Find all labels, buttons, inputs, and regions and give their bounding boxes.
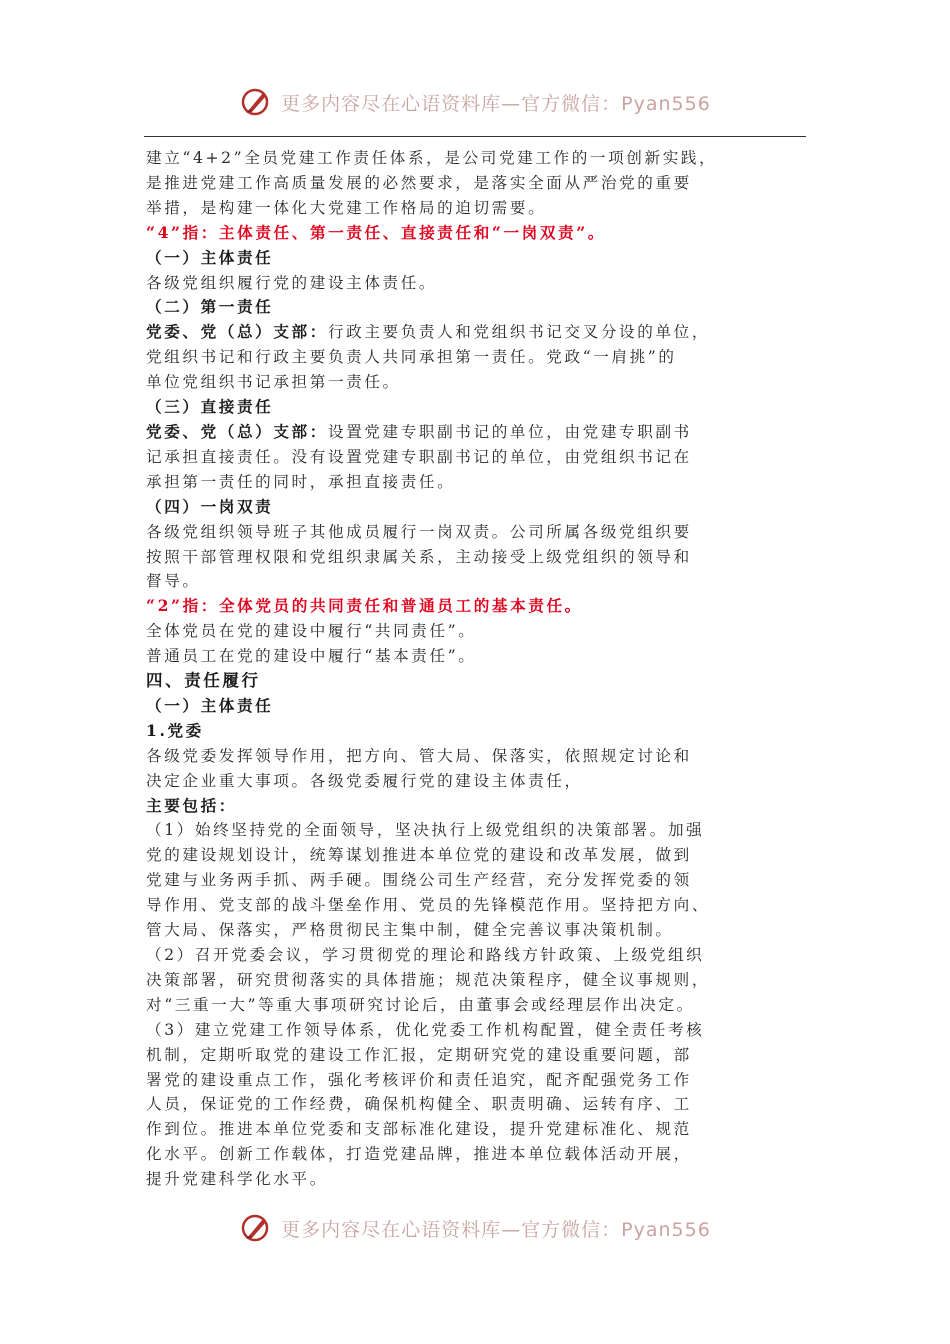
paragraph-line: 记承担直接责任。没有设置党建专职副书记的单位，由党组织书记在 (146, 447, 692, 466)
paragraph-line: 各级党组织履行党的建设主体责任。 (146, 273, 438, 292)
inline-bold-label: 党委、党（总）支部： (146, 421, 328, 441)
section-subheading: （三）直接责任 (146, 397, 274, 417)
paragraph-line: 举措，是构建一体化大党建工作格局的迫切需要。 (146, 198, 547, 217)
inline-text: 设置党建专职副书记的单位，由党建专职副书 (327, 422, 692, 441)
paragraph-line: 是推进党建工作高质量发展的必然要求，是落实全面从严治党的重要 (146, 173, 692, 192)
section-subheading: 1.党委 (146, 720, 204, 740)
paragraph-line: 决策部署，研究贯彻落实的具体措施；规范决策程序，健全议事规则， (146, 970, 711, 989)
paragraph-line: （1）始终坚持党的全面领导，坚决执行上级党组织的决策部署。加强 (146, 821, 705, 840)
paragraph-line: 督导。 (146, 572, 201, 591)
paragraph-line: 人员，保证党的工作经费，确保机构健全、职责明确、运转有序、工 (146, 1095, 692, 1114)
paragraph-line: 党建与业务两手抓、两手硬。围绕公司生产经营，充分发挥党委的领 (146, 871, 692, 890)
inline-bold-label: 党委、党（总）支部： (146, 322, 328, 342)
emphasis-line: “4”指：主体责任、第一责任、直接责任和“一岗双责”。 (146, 222, 606, 242)
pen-nib-logo-icon (239, 1211, 273, 1245)
paragraph-line: 全体党员在党的建设中履行“共同责任”。 (146, 622, 477, 641)
header-divider (144, 136, 806, 137)
pen-nib-logo-icon (239, 85, 273, 119)
paragraph-line: 提升党建科学化水平。 (146, 1170, 328, 1189)
paragraph-line: 党组织书记和行政主要负责人共同承担第一责任。党政“一肩挑”的 (146, 348, 677, 367)
banner-text: 更多内容尽在心语资料库—官方微信：Pyan556 (281, 1218, 711, 1241)
paragraph-line: 建立“4+2”全员党建工作责任体系，是公司党建工作的一项创新实践， (146, 149, 718, 167)
paragraph-line: 作到位。推进本单位党委和支部标准化建设，提升党建标准化、规范 (146, 1120, 692, 1139)
header-banner (0, 82, 950, 122)
document-body (146, 146, 796, 1192)
paragraph-line: 署党的建设重点工作，强化考核评价和责任追究，配齐配强党务工作 (146, 1070, 692, 1089)
section-subheading: （一）主体责任 (146, 695, 274, 715)
paragraph-line: 各级党委发挥领导作用，把方向、管大局、保落实，依照规定讨论和 (146, 746, 692, 765)
paragraph-line (146, 320, 796, 345)
paragraph-line: 对“三重一大”等重大事项研究讨论后，由董事会或经理层作出决定。 (146, 995, 695, 1014)
paragraph-line: 按照干部管理权限和党组织隶属关系，主动接受上级党组织的领导和 (146, 547, 692, 566)
paragraph-line: 决定企业重大事项。各级党委履行党的建设主体责任， (146, 771, 583, 790)
paragraph-line: 党的建设规划设计，统筹谋划推进本单位党的建设和改革发展，做到 (146, 846, 692, 865)
paragraph-line: 化水平。创新工作载体，打造党建品牌，推进本单位载体活动开展， (146, 1145, 692, 1164)
banner-text: 更多内容尽在心语资料库—官方微信：Pyan556 (281, 92, 711, 115)
paragraph-line: （3）建立党建工作领导体系，优化党委工作机构配置，健全责任考核 (146, 1020, 705, 1039)
paragraph-line: 承担第一责任的同时，承担直接责任。 (146, 472, 456, 491)
paragraph-line: 管大局、保落实，严格贯彻民主集中制，健全完善议事决策机制。 (146, 921, 674, 940)
section-subheading: （二）第一责任 (146, 297, 274, 317)
footer-banner (0, 1208, 950, 1248)
paragraph-line: （2）召开党委会议，学习贯彻党的理论和路线方针政策、上级党组织 (146, 946, 705, 964)
section-subheading: （四）一岗双责 (146, 496, 274, 516)
section-subheading: （一）主体责任 (146, 247, 274, 267)
paragraph-line: 机制，定期听取党的建设工作汇报，定期研究党的建设重要问题，部 (146, 1045, 692, 1064)
paragraph-line (146, 420, 796, 445)
inline-text: 行政主要负责人和党组织书记交叉分设的单位， (327, 323, 711, 342)
section-heading: 四、责任履行 (146, 671, 261, 691)
emphasis-line: “2”指：全体党员的共同责任和普通员工的基本责任。 (146, 596, 583, 616)
paragraph-line: 导作用、党支部的战斗堡垒作用、党员的先锋模范作用。坚持把方向、 (146, 896, 711, 915)
paragraph-line: 单位党组织书记承担第一责任。 (146, 373, 401, 392)
paragraph-line: 普通员工在党的建设中履行“基本责任”。 (146, 647, 477, 666)
section-subheading: 主要包括： (146, 795, 237, 815)
paragraph-line: 各级党组织领导班子其他成员履行一岗双责。公司所属各级党组织要 (146, 522, 692, 541)
